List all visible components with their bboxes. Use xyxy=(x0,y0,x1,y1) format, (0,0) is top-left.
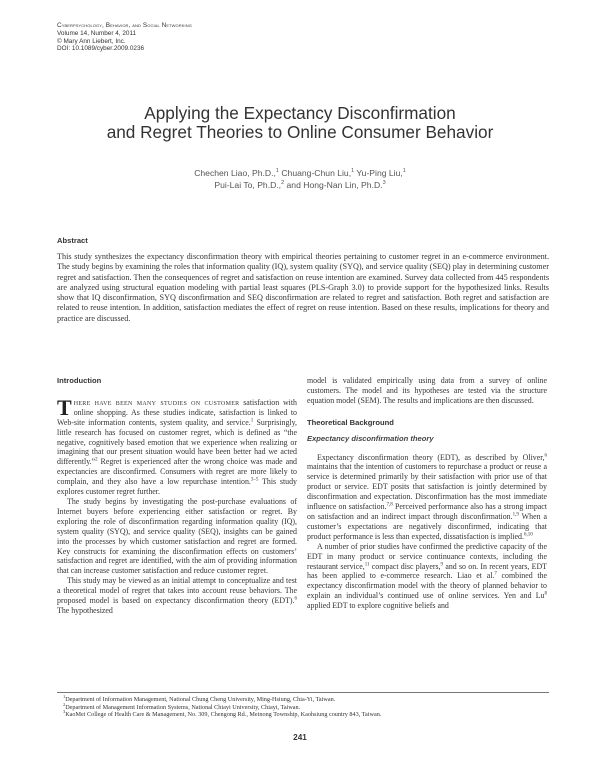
text-run: satisfaction with online shopping. As these studies indicate, satisfaction is linked to Web-site information contents, system quality, and service. xyxy=(57,397,297,427)
right-column xyxy=(307,376,547,611)
citation-ref: 6,10 xyxy=(523,532,533,538)
theoretical-background-heading: Theoretical Background xyxy=(307,417,394,427)
lead-in-smallcaps: here have been many studies on customer xyxy=(73,397,240,407)
text-run: When a customer’s expectations are negatively disconfirmed, indicating that product performance is less than expected, dissatisfaction is implied. xyxy=(307,511,548,541)
text-run: combined the expectancy disconfirmation model with the theory of planned behavior to explain an individual’s continued use of online services. Yen and Lu xyxy=(307,571,547,601)
citation-ref: 6 xyxy=(294,596,297,602)
journal-doi[interactable]: DOI: 10.1089/cyber.2009.0236 xyxy=(57,45,145,53)
journal-header xyxy=(57,22,192,53)
affiliation-marker: 3 xyxy=(382,180,386,187)
journal-name: Cyberpsychology, Behavior, and Social Networking xyxy=(57,22,192,29)
footnote-3 xyxy=(63,711,553,719)
author-list xyxy=(90,167,510,191)
author-name: and Hong-Nan Lin, Ph.D. xyxy=(286,180,383,190)
affiliation-marker: 2 xyxy=(281,180,285,187)
footnote-text: Department of Information Management, National Chung Cheng University, Ming-Hsiung, Chia-Yi, Taiwan. xyxy=(65,696,336,703)
citation-ref: 1 xyxy=(250,418,254,424)
footnote-text: Department of Management Information Systems, National Chiayi University, Chiayi, Taiwan. xyxy=(65,703,301,711)
affiliation-footnotes xyxy=(63,693,553,719)
citation-ref: 11 xyxy=(364,561,370,567)
intro-paragraph-3-continued: model is validated empirically using data from a survey of online customers. The model and its hypotheses are tested via the structure equation model (SEM). The results and implications are then discussed. xyxy=(307,376,547,405)
author-name: Chuang-Chun Liu, xyxy=(281,168,352,178)
abstract-heading: Abstract xyxy=(57,236,88,245)
text-run-hypothesized: The hypothesized xyxy=(57,605,113,615)
intro-paragraph-1 xyxy=(57,394,297,497)
text-run: maintains that the intention of customers to repurchase a product or reuse a service is determined primarily by their satisfaction with prior use of that product or service. EDT posits that satisfaction is jointly determined by disconfirmation and expectation. Disconfirmation has the most immediate influence on satisfaction. xyxy=(307,462,547,512)
citation-ref: 6 xyxy=(544,452,547,458)
footnote-divider xyxy=(57,692,549,693)
abstract-text: This study synthesizes the expectancy disconfirmation theory with empirical theories pertaining to customer regret in an e-commerce environment. The study begins by examining the roles that information quality (IQ), system quality (SYQ), and service quality (SEQ) play in determining customer regret and satisfaction. Then the consequences of regret and satisfaction on reuse intention are examined. Survey data collected from 445 respondents are analyzed using structural equation modeling with partial least squares (PLS-Graph 3.0) to provide support for the hypothesized links. Results show that IQ disconfirmation, SYQ disconfirmation and SEQ disconfirmation are related to regret and satisfaction. Both regret and satisfaction are related to reuse intention. In addition, satisfaction mediates the effect of regret on reuse intention. Based on these results, implications for theory and practice are discussed. xyxy=(57,252,549,323)
author-line-2 xyxy=(90,179,510,191)
paper-title xyxy=(40,104,560,142)
affiliation-marker: 1 xyxy=(351,168,355,175)
footnote-marker: 2 xyxy=(63,701,66,707)
footnote-marker: 3 xyxy=(63,709,66,715)
citation-ref: 9 xyxy=(440,561,444,567)
affiliation-marker: 1 xyxy=(402,168,406,175)
title-line-2: and Regret Theories to Online Consumer Behavior xyxy=(106,122,494,142)
drop-cap: T xyxy=(57,394,72,420)
citation-ref: 8 xyxy=(544,591,547,597)
text-run: applied EDT to explore cognitive beliefs and xyxy=(307,601,449,611)
author-name: Chechen Liao, Ph.D., xyxy=(194,168,276,178)
text-run: Perceived performance also has a strong impact on satisfaction and an indirect impact through disconfirmation. xyxy=(307,502,547,521)
citation-ref: 3–5 xyxy=(250,477,259,483)
citation-ref: 7 xyxy=(494,571,497,577)
text-run: A number of prior studies have confirmed the predictive capacity of the EDT in many product or service continuance contexts, including the restaurant service, xyxy=(307,541,547,571)
introduction-heading: Introduction xyxy=(57,376,102,385)
author-name: Yu-Ping Liu, xyxy=(356,168,403,178)
text-run: This study may be viewed as an initial attempt to conceptualize and test a theoretical model of regret that takes into account reuse behaviors. The proposed model is based on expectancy disconfirmation theory (EDT). xyxy=(57,576,297,606)
journal-copyright: © Mary Ann Liebert, Inc. xyxy=(57,37,126,45)
footnote-text: KaoMei College of Health Care & Management, No. 309, Chengong Rd., Meinong Township, Kaohsiung country 843, Taiwan. xyxy=(65,711,382,719)
title-line-1: Applying the Expectancy Disconfirmation xyxy=(144,103,456,123)
edt-paragraph-2 xyxy=(307,542,547,611)
citation-ref: 2 xyxy=(95,457,98,463)
edt-subheading: Expectancy disconfirmation theory xyxy=(307,433,434,443)
page-number: 241 xyxy=(293,733,307,742)
intro-paragraph-2: The study begins by investigating the post-purchase evaluations of Internet buyers before experiencing either satisfaction or regret. By exploring the role of disconfirmation regarding information quality (IQ), system quality (SYQ), and service quality (SEQ), insights can be gained into the processes by which customer satisfaction and regret are formed. Key constructs for examining the disconfirmation effects on customers’ satisfaction and regret are identified, with the aim of providing information that can increase customer satisfaction and reduce customer regret. xyxy=(57,496,297,576)
footnote-marker: 1 xyxy=(63,693,66,699)
footnote-1 xyxy=(63,693,553,704)
affiliation-marker: 1 xyxy=(275,168,279,175)
intro-paragraph-3 xyxy=(57,576,297,616)
author-line-1 xyxy=(90,167,510,179)
text-run: This study explores customer regret further. xyxy=(57,477,297,497)
text-run: Regret is experienced after the wrong choice was made and expectancies are disconfirmed. Consumers with regret are more likely to complain, and they also have a low repurchase intention. xyxy=(57,457,297,487)
text-run: Surprisingly, little research has focused on customer regret, which is defined as “the negative, cognitively based emotion that we experience when realizing or imagining that our present situation would have been better had we acted differently.” xyxy=(57,417,297,467)
author-name: Pui-Lai To, Ph.D., xyxy=(214,180,282,190)
text-run: Expectancy disconfirmation theory (EDT), as described by Oliver, xyxy=(317,452,545,462)
journal-volume: Volume 14, Number 4, 2011 xyxy=(57,29,137,37)
citation-ref: 1,9 xyxy=(512,512,519,518)
edt-paragraph-1 xyxy=(307,453,547,542)
text-run: compact disc players, xyxy=(369,561,441,571)
citation-ref: 7,8 xyxy=(386,502,393,508)
left-column xyxy=(57,376,297,616)
text-run: and so on. In recent years, EDT has been applied to e-commerce research. Liao et al. xyxy=(307,561,547,581)
